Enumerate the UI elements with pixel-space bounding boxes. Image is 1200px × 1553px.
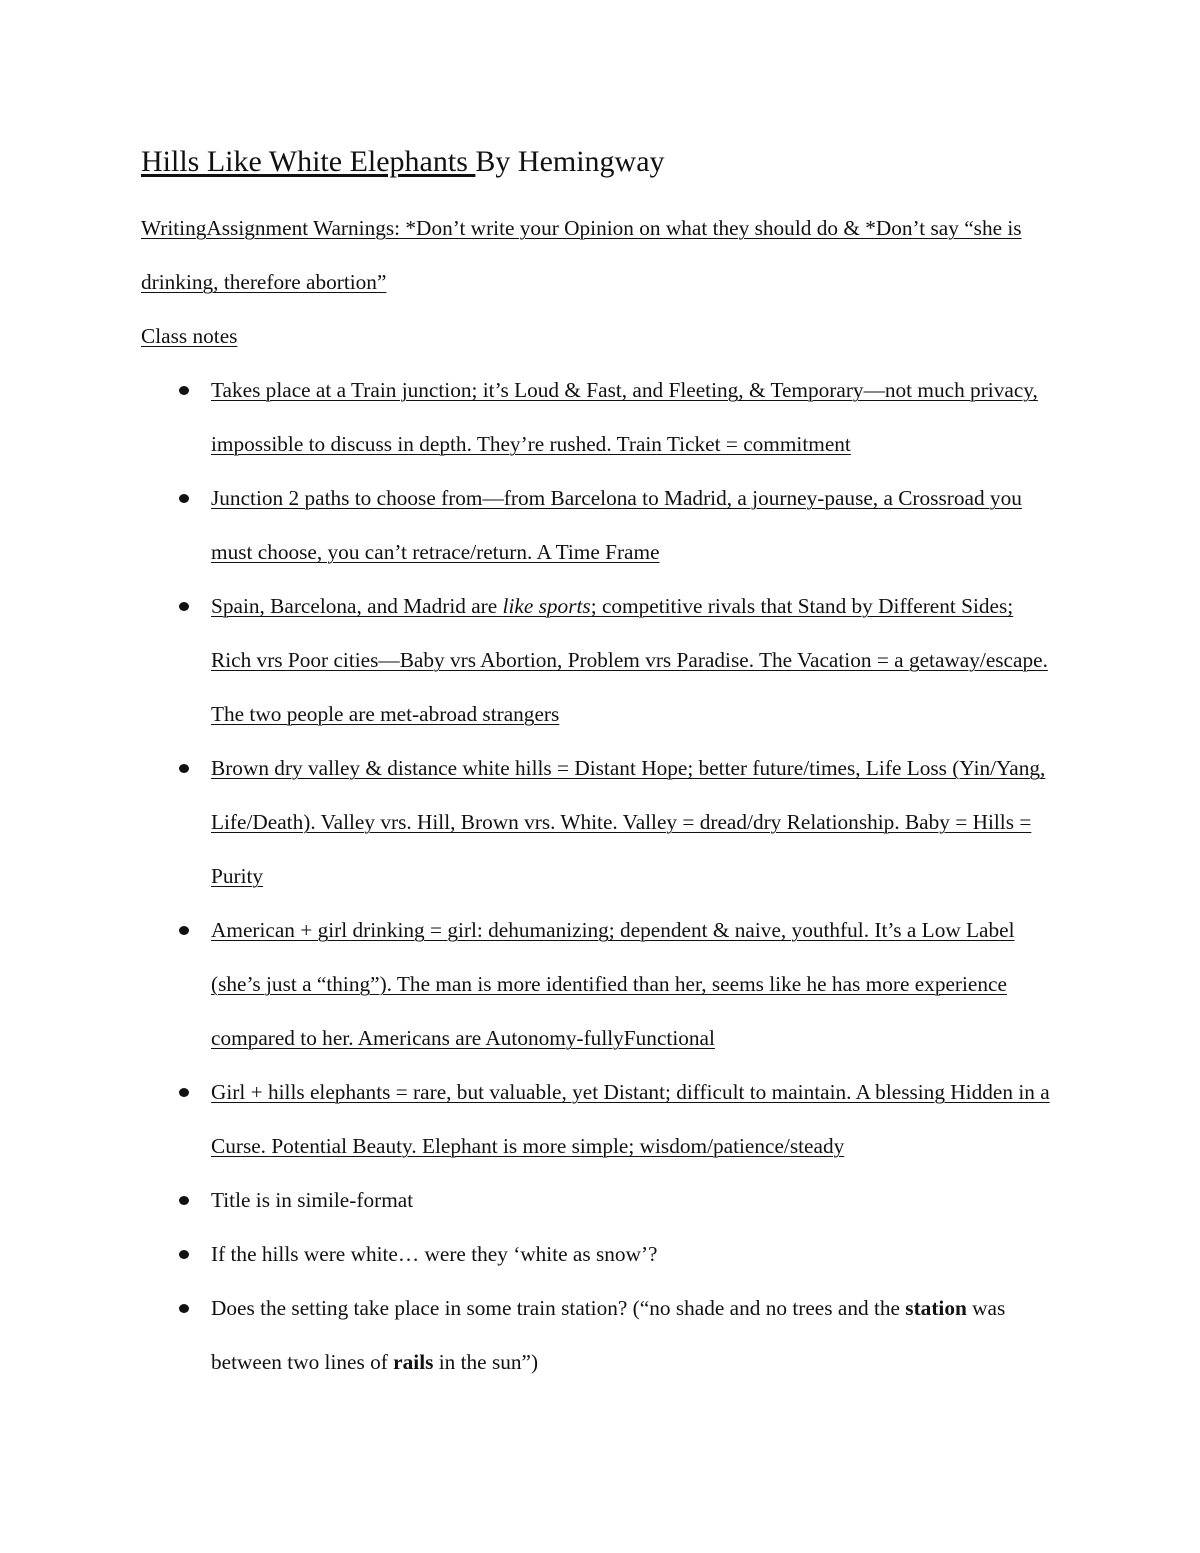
note-item <box>0 363 1051 471</box>
note-text: Junction 2 paths to choose from—from Barcelona to Madrid, a journey-pause, a Crossroad you must choose, you can’t retrace/return. A Time Frame <box>211 486 1022 564</box>
note-text-end: ; competitive rivals that Stand by Different Sides; Rich vrs Poor cities—Baby vrs Abortion, Problem vrs Paradise. The Vacation = a getaway/escape. The two people are met-abroad strangers <box>211 594 1048 726</box>
note-item <box>0 903 1051 1065</box>
class-notes-list <box>0 363 1200 1389</box>
bullet-icon <box>179 764 189 773</box>
note-text <box>211 1296 1005 1374</box>
note-text: Girl + hills elephants = rare, but valuable, yet Distant; difficult to maintain. A blessing Hidden in a Curse. Potential Beauty. Elephant is more simple; wisdom/patience/steady <box>211 1080 1050 1158</box>
title-underlined: Hills Like White Elephants <box>141 145 476 178</box>
note-text <box>211 594 1048 726</box>
note-text: If the hills were white… were they ‘white as snow’? <box>211 1242 658 1266</box>
note-item <box>0 1065 1051 1173</box>
title-author: By Hemingway <box>475 145 665 178</box>
note-text: American + girl drinking = girl: dehumanizing; dependent & naive, youthful. It’s a Low Label (she’s just a “thing”). The man is more identified than her, seems like he has more experience compared to her. Americans are Autonomy-fullyFunctional <box>211 918 1015 1050</box>
note-text-part: in the sun”) <box>433 1350 539 1374</box>
document-title <box>141 142 665 182</box>
note-text: Title is in simile-format <box>211 1188 414 1212</box>
bullet-icon <box>179 386 189 395</box>
note-item <box>0 579 1051 741</box>
note-text-bold: station <box>905 1296 967 1320</box>
assignment-warnings: WritingAssignment Warnings: *Don’t write your Opinion on what they should do & *Don’t say “she is drinking, therefore abortion” <box>141 216 1022 294</box>
note-text: Takes place at a Train junction; it’s Loud & Fast, and Fleeting, & Temporary—not much privacy, impossible to discuss in depth. They’re rushed. Train Ticket = commitment <box>211 378 1038 456</box>
note-item <box>0 1173 1051 1227</box>
note-text-start: Spain, Barcelona, and Madrid are <box>211 594 503 618</box>
bullet-icon <box>179 494 189 503</box>
note-item <box>0 471 1051 579</box>
note-text-bold: rails <box>393 1350 434 1374</box>
note-item <box>0 1281 1051 1389</box>
bullet-icon <box>179 602 189 611</box>
bullet-icon <box>179 926 189 935</box>
note-text-part: was between two lines of <box>211 1296 1006 1374</box>
bullet-icon <box>179 1304 189 1313</box>
note-text: Brown dry valley & distance white hills = Distant Hope; better future/times, Life Loss (Yin/Yang, Life/Death). Valley vrs. Hill, Brown vrs. White. Valley = dread/dry Relationship. Baby = Hills = Purity <box>211 756 1046 888</box>
note-text-italic: like sports <box>502 594 591 618</box>
bullet-icon <box>179 1196 189 1205</box>
bullet-icon <box>179 1250 189 1259</box>
note-item <box>0 1227 1051 1281</box>
bullet-icon <box>179 1088 189 1097</box>
note-item <box>0 741 1051 903</box>
note-text-part: Does the setting take place in some train station? (“no shade and no trees and the <box>211 1296 906 1320</box>
class-notes-label: Class notes <box>141 324 238 348</box>
